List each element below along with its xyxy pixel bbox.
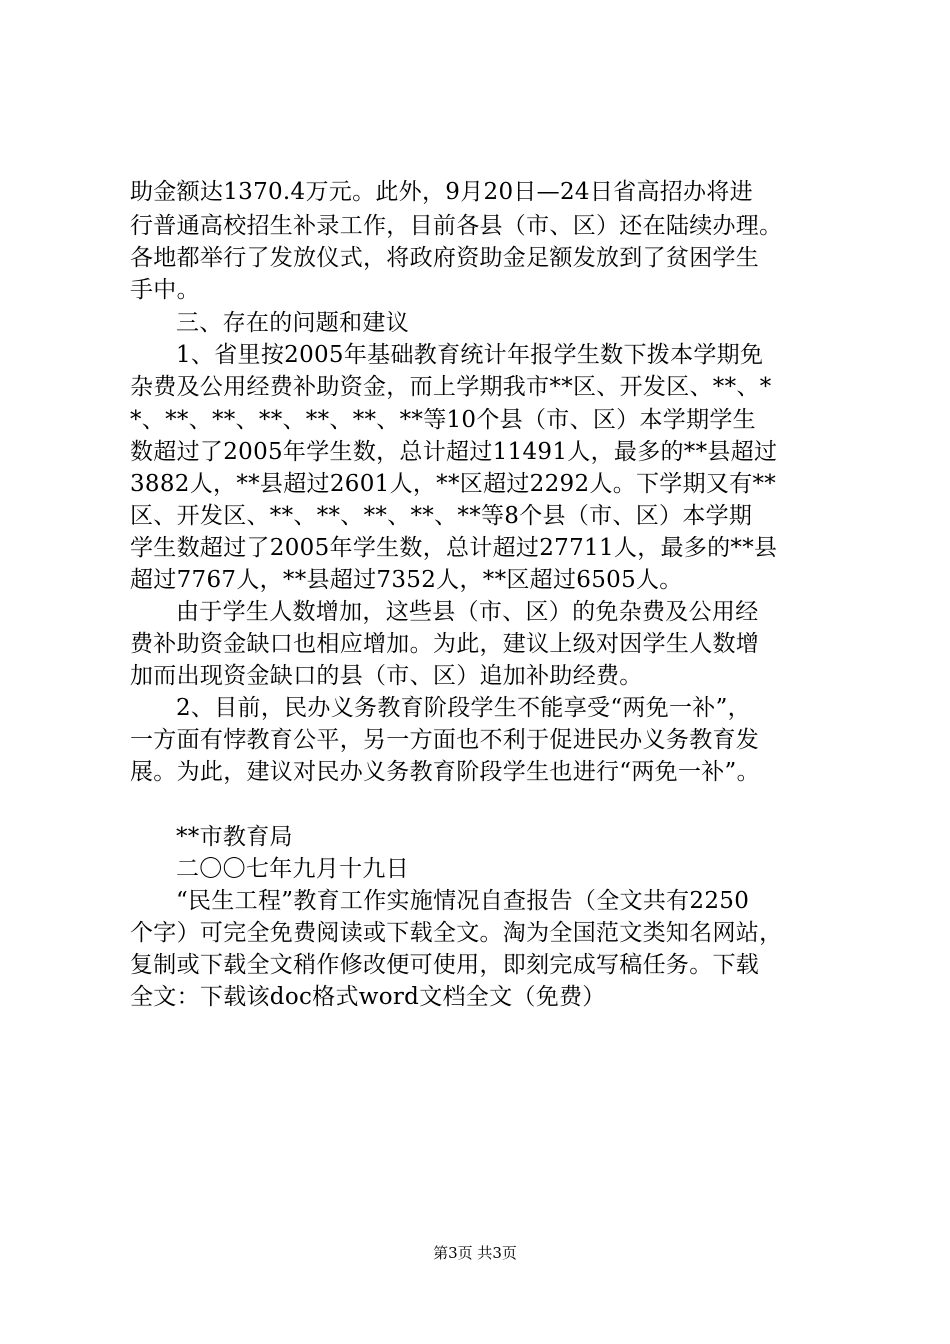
text-line: 学生数超过了2005年学生数，总计超过27711人，最多的**县	[130, 535, 778, 561]
text-line: 展。为此，建议对民办义务教育阶段学生也进行“两免一补”。	[130, 759, 760, 785]
text-line: 行普通高校招生补录工作，目前各县（市、区）还在陆续办理。	[130, 213, 783, 239]
text-line: 2、目前，民办义务教育阶段学生不能享受“两免一补”，	[176, 695, 751, 721]
text-line: *、**、**、**、**、**、**等10个县（市、区）本学期学生	[130, 407, 756, 433]
page-footer: 第3页 共3页	[433, 1244, 517, 1262]
signature-org: **市教育局	[176, 824, 293, 850]
text-line: 一方面有悖教育公平，另一方面也不利于促进民办义务教育发	[130, 727, 760, 753]
text-line: 超过7767人，**县超过7352人，**区超过6505人。	[130, 567, 683, 593]
text-line: 1、省里按2005年基础教育统计年报学生数下拨本学期免	[176, 342, 764, 368]
text-line: 各地都举行了发放仪式，将政府资助金足额发放到了贫困学生	[130, 245, 760, 271]
text-line: 区、开发区、**、**、**、**、**等8个县（市、区）本学期	[130, 503, 753, 529]
text-line: 个字）可完全免费阅读或下载全文。淘为全国范文类知名网站，	[130, 920, 783, 946]
text-line: 复制或下载全文稍作修改便可使用，即刻完成写稿任务。下载	[130, 952, 760, 978]
text-line: 全文：下载该doc格式word文档全文（免费）	[130, 984, 606, 1010]
text-line: 加而出现资金缺口的县（市、区）追加补助经费。	[130, 663, 643, 689]
text-line: “民生工程”教育工作实施情况自查报告（全文共有2250	[176, 888, 750, 914]
text-line: 由于学生人数增加，这些县（市、区）的免杂费及公用经	[176, 599, 759, 625]
text-line: 手中。	[130, 277, 200, 303]
text-line: 3882人，**县超过2601人，**区超过2292人。下学期又有**	[130, 471, 777, 497]
text-line: 费补助资金缺口也相应增加。为此，建议上级对因学生人数增	[130, 631, 760, 657]
signature-date: 二〇〇七年九月十九日	[176, 856, 409, 882]
text-line: 数超过了2005年学生数，总计超过11491人，最多的**县超过	[130, 439, 778, 465]
text-line: 杂费及公用经费补助资金，而上学期我市**区、开发区、**、*	[130, 374, 772, 400]
section-heading: 三、存在的问题和建议	[176, 310, 409, 336]
text-line: 助金额达1370.4万元。此外，9月20日—24日省高招办将进	[130, 179, 753, 205]
